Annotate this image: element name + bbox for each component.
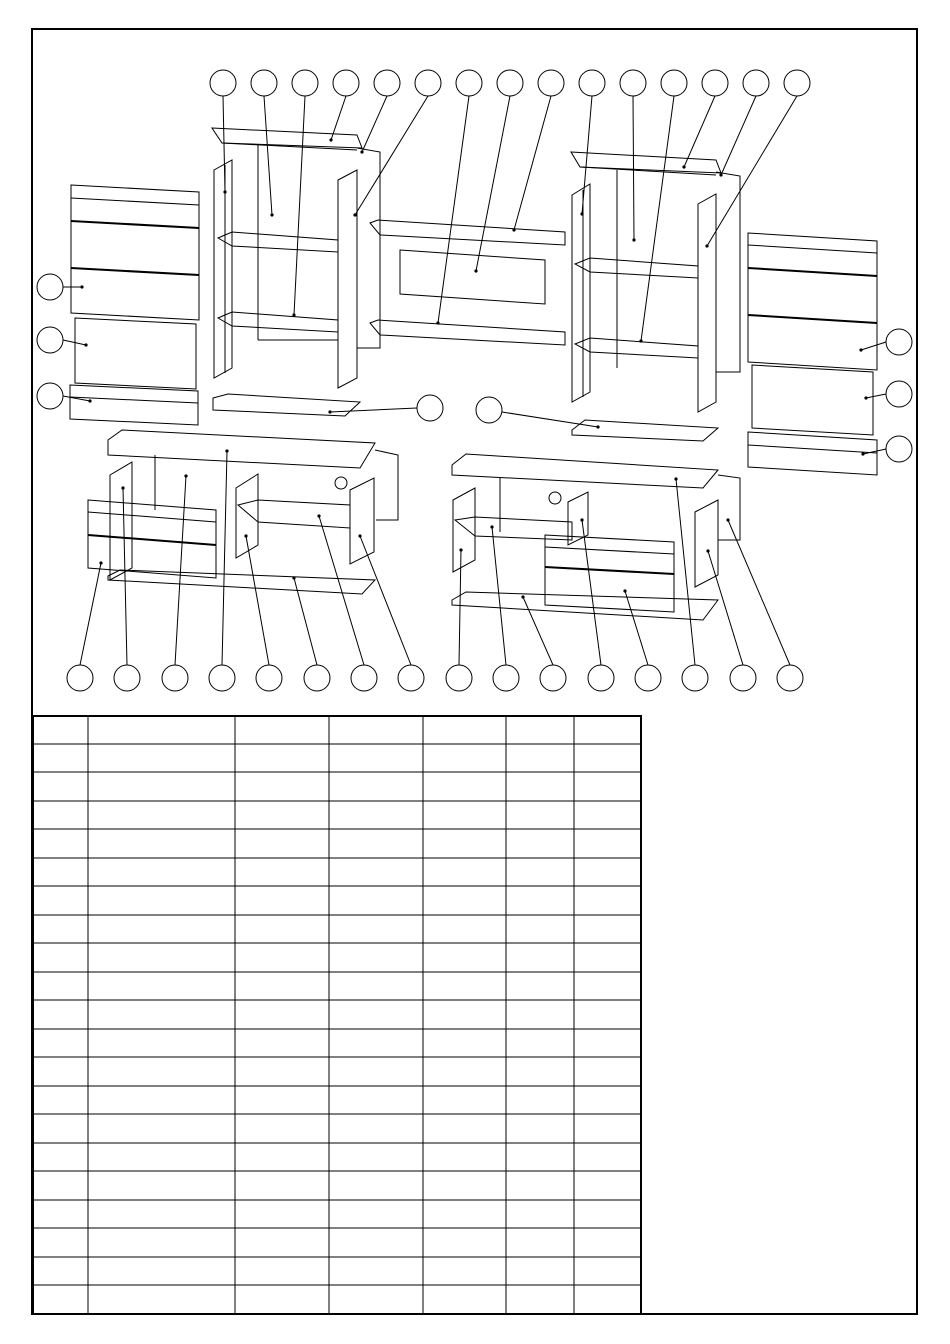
right-hutch [571,152,740,441]
callout-circle [162,665,188,691]
callout-circle [456,70,482,96]
parts-table [33,716,641,1314]
top-callouts [210,70,810,341]
callout-circle [886,436,912,462]
callout-circle [251,70,277,96]
callout-circle [415,70,441,96]
callout-circle [351,665,377,691]
callout-circle [210,70,236,96]
callout-circle [579,70,605,96]
callout-circle [661,70,687,96]
callout-circle [635,665,661,691]
callout-circle [730,665,756,691]
page-frame [32,29,917,1314]
callout-circle [67,665,93,691]
callout-circle [493,665,519,691]
callout-circle [37,274,63,300]
callout-circle [886,329,912,355]
callout-circle [540,665,566,691]
left-door-stack [70,185,199,425]
right-door-stack [748,233,877,475]
callout-circle [37,327,63,353]
callout-circle [292,70,318,96]
callout-circle [784,70,810,96]
callout-circle [209,665,235,691]
callout-circle [256,665,282,691]
callout-circle [374,70,400,96]
right-desk [452,454,740,620]
left-hutch [212,128,380,388]
callout-circle [446,665,472,691]
callout-circle [743,70,769,96]
callout-circle [538,70,564,96]
callout-circle [304,665,330,691]
callout-circle [398,665,424,691]
callout-circle [886,381,912,407]
callout-circle [702,70,728,96]
callout-circle [114,665,140,691]
callout-circle [37,383,63,409]
fastener-dots [80,138,867,598]
callout-circle [588,665,614,691]
callout-circle [417,395,443,421]
callout-circle [476,397,502,423]
callout-circle [682,665,708,691]
left-desk [88,430,398,594]
callout-circle [497,70,523,96]
middle-shelf-unit [213,220,565,416]
callout-circle [777,665,803,691]
callout-circle [333,70,359,96]
callout-circle [620,70,646,96]
